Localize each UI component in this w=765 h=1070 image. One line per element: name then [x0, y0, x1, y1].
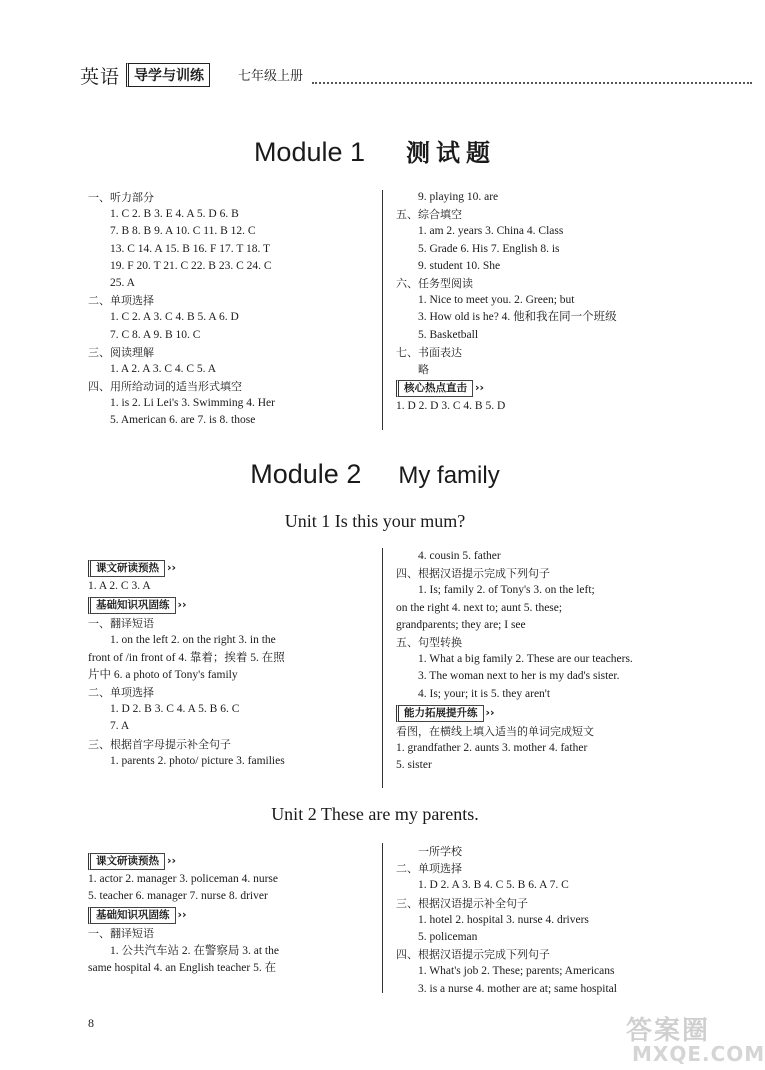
header-series: 导学与训练 — [126, 63, 210, 87]
unit2-left-column — [88, 851, 279, 977]
section-heading: 一、翻译短语 — [88, 927, 154, 941]
section-heading: 三、根据首字母提示补全句子 — [88, 737, 231, 751]
section-tag — [396, 704, 495, 721]
module1-title — [0, 133, 750, 168]
answer-line: 1. on the left 2. on the right 3. in the — [110, 634, 276, 647]
module2-title — [0, 459, 750, 490]
header-subject: 英语 — [80, 67, 121, 88]
answer-line: front of /in front of 4. 靠着；挨着 5. 在照 — [88, 651, 285, 664]
section-heading: 一、听力部分 — [88, 191, 154, 204]
answer-line: 19. F 20. T 21. C 22. B 23. C 24. C — [110, 259, 272, 272]
answer-line: 5. sister — [396, 759, 432, 772]
module2-title-text: Module 2 — [250, 459, 362, 489]
unit1-left-column — [88, 558, 285, 770]
section-heading: 七、书面表达 — [396, 345, 462, 359]
tag-label: 能力拓展提升练 — [396, 705, 484, 722]
answer-line: 3. is a nurse 4. mother are at; same hospital — [418, 982, 617, 995]
answer-line: grandparents; they are; I see — [396, 618, 526, 631]
column-divider — [382, 548, 383, 788]
page-header — [80, 62, 680, 88]
answer-line: 1. actor 2. manager 3. policeman 4. nurse — [88, 873, 279, 885]
answer-line: 一所学校 — [418, 845, 462, 858]
answer-line: 1. 公共汽车站 2. 在警察局 3. at the — [110, 944, 279, 957]
answer-line: 7. B 8. B 9. A 10. C 11. B 12. C — [110, 225, 256, 238]
answer-line: 1. grandfather 2. aunts 3. mother 4. father — [396, 741, 588, 754]
answer-line: 25. A — [110, 276, 135, 289]
unit1-title: Unit 1 Is this your mum? — [284, 511, 466, 531]
answer-line: 1. What a big family 2. These are our teachers. — [418, 653, 633, 666]
answer-line: same hospital 4. an English teacher 5. 在 — [88, 961, 277, 974]
header-divider — [312, 82, 752, 84]
answer-line: 4. cousin 5. father — [418, 550, 501, 562]
column-divider — [382, 843, 383, 993]
module1-title-cn: 测试题 — [406, 139, 497, 167]
answer-line: 7. C 8. A 9. B 10. C — [110, 328, 201, 341]
answer-line: 3. How old is he? 4. 他和我在同一个班级 — [418, 311, 617, 324]
section-heading: 四、用所给动词的适当形式填空 — [88, 380, 242, 394]
tag-label: 课文研读预热 — [88, 853, 165, 870]
section-heading: 三、根据汉语提示补全句子 — [396, 896, 528, 910]
answer-line: 9. student 10. She — [418, 259, 501, 272]
section-tag — [88, 852, 176, 869]
unit2-right-column — [396, 843, 617, 998]
watermark-url: MXQE.COM — [632, 1042, 765, 1066]
section-heading: 看图，在横线上填入适当的单词完成短文 — [396, 724, 594, 738]
section-heading: 五、句型转换 — [396, 635, 462, 649]
tag-label: 课文研读预热 — [88, 560, 165, 577]
answer-line: 1. D 2. D 3. C 4. B 5. D — [396, 400, 506, 413]
answer-line: 5. policeman — [418, 930, 478, 943]
chevron-right-icon: ›› — [485, 705, 495, 719]
tag-label: 基础知识巩固练 — [88, 907, 176, 924]
answer-line: 略 — [418, 362, 429, 376]
answer-line: 1. Nice to meet you. 2. Green; but — [418, 294, 575, 307]
chevron-right-icon: ›› — [177, 908, 187, 922]
answer-line: 1. D 2. B 3. C 4. A 5. B 6. C — [110, 703, 240, 716]
unit1-right-column — [396, 548, 633, 774]
answer-line: 1. D 2. A 3. B 4. C 5. B 6. A 7. C — [418, 879, 569, 892]
section-heading: 四、根据汉语提示完成下列句子 — [396, 567, 550, 581]
section-heading: 一、翻译短语 — [88, 617, 154, 631]
answer-line: 1. parents 2. photo/ picture 3. families — [110, 754, 285, 767]
section-heading: 二、单项选择 — [88, 294, 154, 308]
answer-line: 1. am 2. years 3. China 4. Class — [418, 225, 564, 238]
section-tag — [88, 596, 187, 613]
answer-line: 5. Grade 6. His 7. English 8. is — [418, 242, 560, 255]
column-divider — [382, 190, 383, 430]
section-tag — [396, 379, 484, 396]
answer-line: 5. Basketball — [418, 328, 479, 341]
chevron-right-icon: ›› — [167, 561, 177, 574]
section-tag — [88, 559, 176, 576]
answer-line: 1. C 2. B 3. E 4. A 5. D 6. B — [110, 208, 239, 221]
module1-title-text: Module 1 — [253, 137, 366, 167]
page-number: 8 — [88, 1016, 94, 1030]
answer-line: 5. teacher 6. manager 7. nurse 8. driver — [88, 890, 268, 903]
answer-line: 1. C 2. A 3. C 4. B 5. A 6. D — [110, 311, 239, 324]
section-heading: 二、单项选择 — [396, 862, 462, 876]
answer-line: 3. The woman next to her is my dad's sister. — [418, 670, 620, 683]
section-heading: 三、阅读理解 — [88, 345, 154, 359]
answer-line: 5. American 6. are 7. is 8. those — [110, 414, 256, 427]
answer-line: 7. A — [110, 720, 130, 733]
chevron-right-icon: ›› — [177, 598, 187, 612]
section-heading: 四、根据汉语提示完成下列句子 — [396, 948, 550, 962]
answer-line: 片中 6. a photo of Tony's family — [88, 668, 238, 681]
answer-line: 1. A 2. A 3. C 4. C 5. A — [110, 362, 217, 375]
answer-line: on the right 4. next to; aunt 5. these; — [396, 601, 563, 614]
unit2-title: Unit 2 These are my parents. — [271, 804, 479, 824]
header-grade: 七年级上册 — [238, 68, 304, 83]
section-heading: 二、单项选择 — [88, 685, 154, 699]
watermark-logo — [622, 1010, 765, 1066]
answer-line: 1. Is; family 2. of Tony's 3. on the left; — [418, 584, 595, 597]
answer-line: 1. is 2. Li Lei's 3. Swimming 4. Her — [110, 397, 275, 410]
module2-subtitle: My family — [398, 462, 500, 489]
watermark-text: 答案圈 — [626, 1016, 711, 1046]
answer-line: 13. C 14. A 15. B 16. F 17. T 18. T — [110, 242, 271, 255]
answer-line: 1. A 2. C 3. A — [88, 580, 151, 592]
section-tag — [88, 906, 187, 923]
module1-left-column — [88, 189, 275, 430]
tag-label: 核心热点直击 — [396, 380, 473, 397]
answer-line: 9. playing 10. are — [418, 191, 499, 203]
section-heading: 五、综合填空 — [396, 208, 462, 222]
tag-label: 基础知识巩固练 — [88, 597, 176, 614]
section-heading: 六、任务型阅读 — [396, 276, 473, 290]
answer-line: 1. hotel 2. hospital 3. nurse 4. drivers — [418, 913, 589, 926]
module1-right-column — [396, 189, 617, 415]
chevron-right-icon: ›› — [475, 381, 485, 395]
chevron-right-icon: ›› — [167, 854, 177, 867]
answer-line: 4. Is; your; it is 5. they aren't — [418, 687, 551, 700]
answer-line: 1. What's job 2. These; parents; Americans — [418, 965, 615, 978]
